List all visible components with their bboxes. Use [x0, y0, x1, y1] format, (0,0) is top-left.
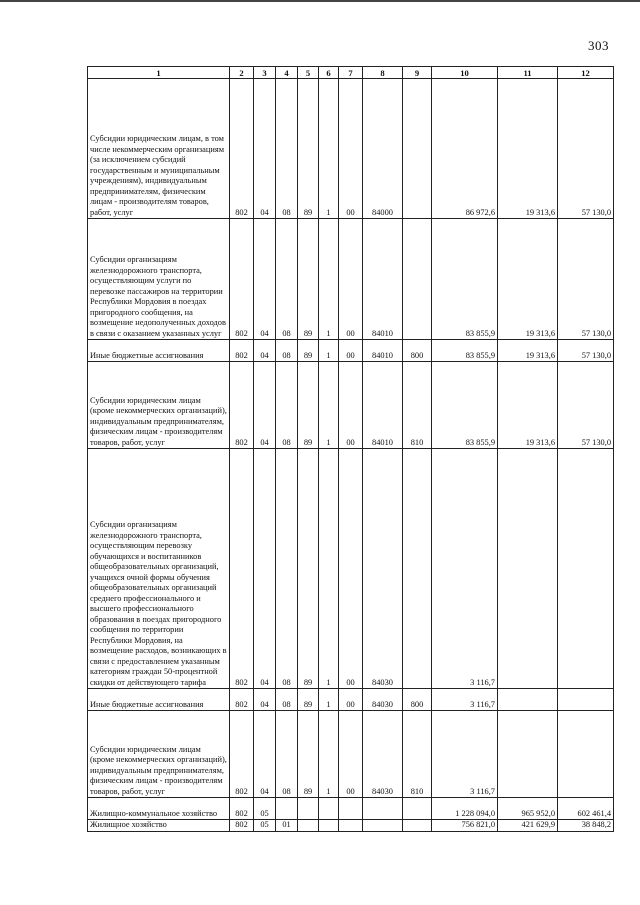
cell-12: 38 848,2 [558, 820, 614, 832]
cell-8: 84000 [363, 79, 403, 219]
cell-12: 602 461,4 [558, 798, 614, 820]
page-number: 303 [588, 38, 609, 53]
cell-10: 756 821,0 [432, 820, 498, 832]
row-name: Субсидии организациям железнодорожного транспорта, осуществляющим перевозку обучающихся и воспитанников общеобразовательных организаций, учащихся очной формы обучения общеобразовательных организаций среднего профессионального и высшего профессионального образования в поездах пригородного сообщения по территории Республики Мордовия, на возмещение расходов, возникающих в связи с предоставлением указанным категориям граждан 50-процентной скидки от действующего тарифа [88, 449, 230, 689]
cell-5: 89 [298, 362, 319, 449]
cell-12 [558, 689, 614, 711]
table-row [88, 219, 614, 340]
cell-3: 05 [254, 820, 276, 832]
cell-2: 802 [230, 340, 254, 362]
cell-11 [498, 711, 558, 798]
cell-6: 1 [319, 689, 339, 711]
cell-4: 08 [276, 340, 298, 362]
row-name: Иные бюджетные ассигнования [88, 689, 230, 711]
header-cell: 11 [498, 67, 558, 79]
table-row [88, 689, 614, 711]
cell-11: 19 313,6 [498, 219, 558, 340]
row-name: Субсидии юридическим лицам (кроме некоммерческих организаций), индивидуальным предпринимателям, физическим лицам - производителям товаров, работ, услуг [88, 711, 230, 798]
cell-5: 89 [298, 219, 319, 340]
cell-9 [403, 820, 432, 832]
cell-7 [339, 820, 363, 832]
cell-8: 84030 [363, 711, 403, 798]
cell-10: 83 855,9 [432, 219, 498, 340]
cell-6: 1 [319, 79, 339, 219]
header-cell: 5 [298, 67, 319, 79]
cell-7: 00 [339, 362, 363, 449]
cell-3: 05 [254, 798, 276, 820]
table-row [88, 711, 614, 798]
cell-2: 802 [230, 79, 254, 219]
cell-7: 00 [339, 219, 363, 340]
cell-9: 800 [403, 340, 432, 362]
cell-11: 19 313,6 [498, 362, 558, 449]
cell-8: 84010 [363, 340, 403, 362]
budget-table [87, 66, 614, 832]
cell-7: 00 [339, 340, 363, 362]
cell-8: 84030 [363, 449, 403, 689]
cell-9 [403, 449, 432, 689]
cell-6: 1 [319, 219, 339, 340]
cell-11: 421 629,9 [498, 820, 558, 832]
row-name: Иные бюджетные ассигнования [88, 340, 230, 362]
cell-2: 802 [230, 820, 254, 832]
header-cell: 12 [558, 67, 614, 79]
cell-2: 802 [230, 689, 254, 711]
row-name: Субсидии организациям железнодорожного транспорта, осуществляющим услуги по перевозке пассажиров на территории Республики Мордовия в поездах пригородного сообщения, на возмещение недополученных доходов в связи с оказанием указанных услуг [88, 219, 230, 340]
cell-4: 08 [276, 219, 298, 340]
cell-10: 83 855,9 [432, 362, 498, 449]
cell-3: 04 [254, 449, 276, 689]
cell-8 [363, 820, 403, 832]
cell-2: 802 [230, 449, 254, 689]
cell-6: 1 [319, 340, 339, 362]
row-name: Жилищное хозяйство [88, 820, 230, 832]
cell-3: 04 [254, 711, 276, 798]
header-row [88, 67, 614, 79]
cell-12: 57 130,0 [558, 79, 614, 219]
cell-11: 965 952,0 [498, 798, 558, 820]
cell-10: 3 116,7 [432, 711, 498, 798]
header-cell: 6 [319, 67, 339, 79]
cell-10: 83 855,9 [432, 340, 498, 362]
cell-9 [403, 79, 432, 219]
cell-12 [558, 711, 614, 798]
cell-3: 04 [254, 689, 276, 711]
cell-9 [403, 219, 432, 340]
header-cell: 4 [276, 67, 298, 79]
cell-8 [363, 798, 403, 820]
table-row [88, 79, 614, 219]
cell-4: 08 [276, 79, 298, 219]
cell-10: 86 972,6 [432, 79, 498, 219]
cell-9 [403, 798, 432, 820]
table-row [88, 340, 614, 362]
cell-4: 08 [276, 711, 298, 798]
cell-5 [298, 820, 319, 832]
cell-4: 08 [276, 689, 298, 711]
cell-6: 1 [319, 711, 339, 798]
cell-12 [558, 449, 614, 689]
cell-10: 3 116,7 [432, 449, 498, 689]
cell-7: 00 [339, 689, 363, 711]
cell-12: 57 130,0 [558, 340, 614, 362]
table-row [88, 449, 614, 689]
cell-8: 84010 [363, 362, 403, 449]
cell-5: 89 [298, 689, 319, 711]
row-name: Жилищно-коммунальное хозяйство [88, 798, 230, 820]
cell-4 [276, 798, 298, 820]
header-cell: 8 [363, 67, 403, 79]
cell-2: 802 [230, 219, 254, 340]
header-cell: 9 [403, 67, 432, 79]
cell-5: 89 [298, 340, 319, 362]
cell-7: 00 [339, 449, 363, 689]
cell-7: 00 [339, 711, 363, 798]
cell-9: 810 [403, 362, 432, 449]
cell-9: 800 [403, 689, 432, 711]
header-cell: 3 [254, 67, 276, 79]
cell-6: 1 [319, 362, 339, 449]
cell-5 [298, 798, 319, 820]
cell-11 [498, 689, 558, 711]
table-row [88, 362, 614, 449]
cell-5: 89 [298, 79, 319, 219]
cell-6 [319, 798, 339, 820]
cell-10: 3 116,7 [432, 689, 498, 711]
cell-12: 57 130,0 [558, 219, 614, 340]
row-name: Субсидии юридическим лицам, в том числе некоммерческим организациям (за исключением субсидий государственным и муниципальным учреждениям), индивидуальным предпринимателям, физическим лицам - производителям товаров, работ, услуг [88, 79, 230, 219]
header-cell: 10 [432, 67, 498, 79]
cell-11: 19 313,6 [498, 79, 558, 219]
cell-3: 04 [254, 340, 276, 362]
cell-10: 1 228 094,0 [432, 798, 498, 820]
cell-3: 04 [254, 219, 276, 340]
row-name: Субсидии юридическим лицам (кроме некоммерческих организаций), индивидуальным предпринимателям, физическим лицам - производителям товаров, работ, услуг [88, 362, 230, 449]
cell-7 [339, 798, 363, 820]
cell-5: 89 [298, 711, 319, 798]
header-cell: 7 [339, 67, 363, 79]
cell-12: 57 130,0 [558, 362, 614, 449]
cell-4: 08 [276, 362, 298, 449]
cell-2: 802 [230, 711, 254, 798]
cell-8: 84010 [363, 219, 403, 340]
header-cell: 1 [88, 67, 230, 79]
cell-4: 08 [276, 449, 298, 689]
scan-top-edge [0, 0, 640, 2]
cell-11 [498, 449, 558, 689]
cell-8: 84030 [363, 689, 403, 711]
cell-6 [319, 820, 339, 832]
table-row [88, 820, 614, 832]
cell-9: 810 [403, 711, 432, 798]
cell-2: 802 [230, 362, 254, 449]
cell-6: 1 [319, 449, 339, 689]
header-cell: 2 [230, 67, 254, 79]
cell-3: 04 [254, 362, 276, 449]
cell-4: 01 [276, 820, 298, 832]
cell-11: 19 313,6 [498, 340, 558, 362]
table-row [88, 798, 614, 820]
cell-7: 00 [339, 79, 363, 219]
cell-5: 89 [298, 449, 319, 689]
cell-2: 802 [230, 798, 254, 820]
cell-3: 04 [254, 79, 276, 219]
